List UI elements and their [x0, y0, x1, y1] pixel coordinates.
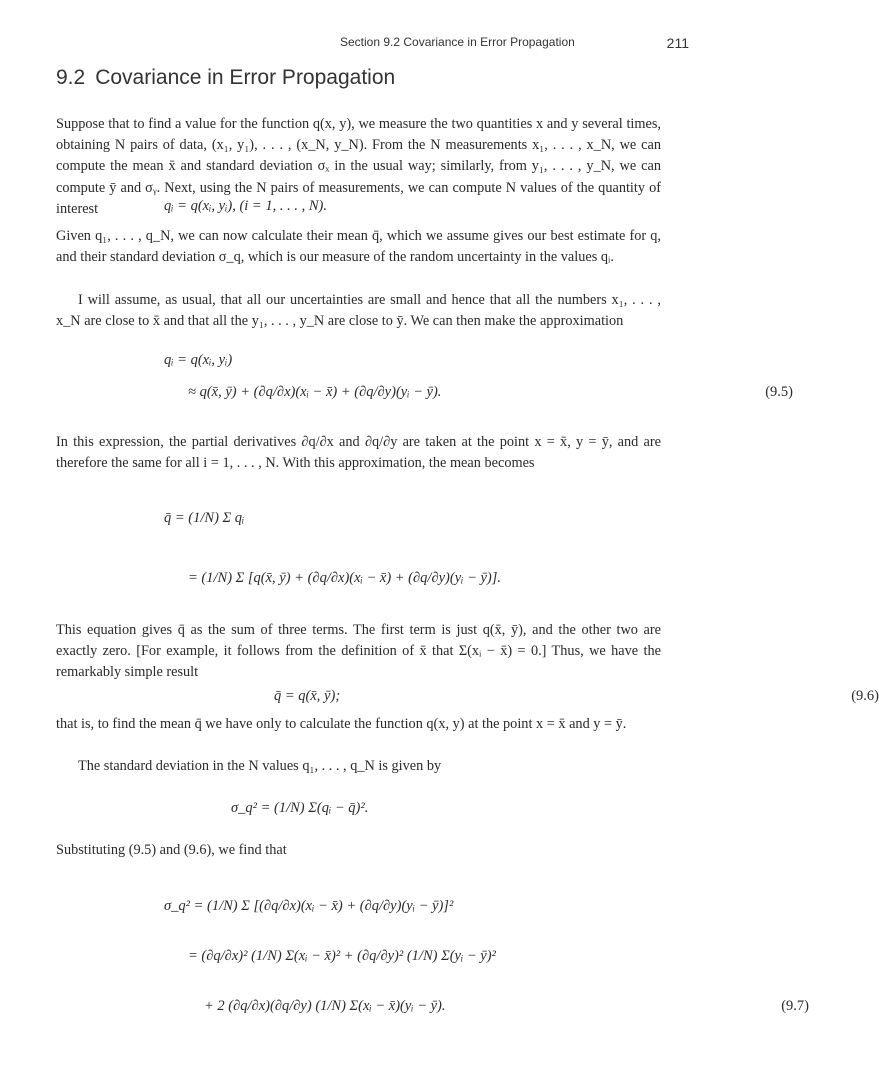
equation-9-6-label: (9.6): [851, 688, 879, 704]
equation-9-7-line-3: [56, 998, 809, 1015]
equation-9-7-label: (9.7): [781, 998, 809, 1014]
paragraph-1-text: Suppose that to find a value for the function q(x, y), we measure the two quantities x and y several times, obtaining N pairs of data, (x₁, y₁), . . . , (x_N, y_N). From the N measurements x₁, . . . , x_N, we can compute the mean x̄ and standard deviation σₓ in the usual way; similarly, from y₁, . . . , y_N, we can compute ȳ and σᵧ. Next, using the N pairs of measurements, we can compute N values of the quantity of interest: [56, 116, 661, 217]
paragraph-3: [56, 290, 661, 332]
equation-mean-line-1: [56, 510, 769, 527]
page-number: 211: [666, 35, 689, 51]
equation-9-7-line-3-text: + 2 (∂q/∂x)(∂q/∂y) (1/N) Σ(xᵢ − x̄)(yᵢ − ȳ).: [204, 998, 446, 1014]
equation-mean-line-2-text: = (1/N) Σ [q(x̄, ȳ) + (∂q/∂x)(xᵢ − x̄) + (∂q/∂y)(yᵢ − ȳ)].: [188, 570, 502, 586]
paragraph-7-text: The standard deviation in the N values q₁, . . . , q_N is given by: [78, 758, 442, 774]
equation-sigma-text: σ_q² = (1/N) Σ(qᵢ − q̄)².: [231, 800, 369, 816]
section-title-text: Covariance in Error Propagation: [95, 66, 396, 89]
paragraph-6: [56, 714, 661, 735]
equation-mean-line-1-text: q̄ = (1/N) Σ qᵢ: [164, 510, 245, 526]
equation-9-7-line-2: [56, 948, 793, 965]
running-head-text: Section 9.2 Covariance in Error Propagation: [340, 35, 575, 49]
equation-9-6-text: q̄ = q(x̄, ȳ);: [274, 688, 341, 704]
paragraph-4-text: In this expression, the partial derivatives ∂q/∂x and ∂q/∂y are taken at the point x = x̄, y = ȳ, and are therefore the same for all i = 1, . . . , N. With this approximation, the mean becomes: [56, 434, 661, 472]
paragraph-8-text: Substituting (9.5) and (9.6), we find that: [56, 842, 287, 858]
equation-qi-text: qᵢ = q(xᵢ, yᵢ), (i = 1, . . . , N).: [164, 198, 327, 214]
equation-mean-line-2: [56, 570, 793, 587]
equation-9-7-line-1-text: σ_q² = (1/N) Σ [(∂q/∂x)(xᵢ − x̄) + (∂q/∂y)(yᵢ − ȳ)]²: [164, 898, 454, 914]
paragraph-5: [56, 620, 661, 684]
equation-9-5-line-1-text: qᵢ = q(xᵢ, yᵢ): [164, 352, 233, 368]
section-number: 9.2: [56, 66, 86, 89]
equation-9-5-line-2: [56, 384, 793, 401]
paragraph-8: [56, 840, 661, 861]
equation-sigma: [56, 800, 836, 817]
paragraph-5-text: This equation gives q̄ as the sum of three terms. The first term is just q(x̄, ȳ), and the other two are exactly zero. [For example, it follows from the definition of x̄ that Σ(xᵢ − x̄) = 0.] Thus, we have the remarkably simple result: [56, 622, 661, 681]
paragraph-2-text: Given q₁, . . . , q_N, we can now calculate their mean q̄, which we assume gives our best estimate for q, and their standard deviation σ_q, which is our measure of the random uncertainty in the values qᵢ.: [56, 228, 661, 266]
equation-qi: [56, 198, 769, 215]
equation-9-5-label: (9.5): [765, 384, 793, 400]
equation-9-6: [56, 688, 879, 705]
equation-9-7-line-1: [56, 898, 769, 915]
paragraph-6-text: that is, to find the mean q̄ we have only to calculate the function q(x, y) at the point x = x̄ and y = ȳ.: [56, 716, 627, 732]
paragraph-2: [56, 226, 661, 268]
equation-9-5-line-1: [56, 352, 769, 369]
paragraph-4: [56, 432, 661, 474]
equation-9-5-line-2-text: ≈ q(x̄, ȳ) + (∂q/∂x)(xᵢ − x̄) + (∂q/∂y)(yᵢ − ȳ).: [188, 384, 442, 400]
paragraph-7: [56, 756, 661, 777]
equation-9-7-line-2-text: = (∂q/∂x)² (1/N) Σ(xᵢ − x̄)² + (∂q/∂y)² (1/N) Σ(yᵢ − ȳ)²: [188, 948, 496, 964]
paragraph-3-text: I will assume, as usual, that all our uncertainties are small and hence that all the numbers x₁, . . . , x_N are close to x̄ and that all the y₁, . . . , y_N are close to ȳ. We can then make the approximation: [56, 292, 661, 330]
section-title: [56, 66, 395, 90]
